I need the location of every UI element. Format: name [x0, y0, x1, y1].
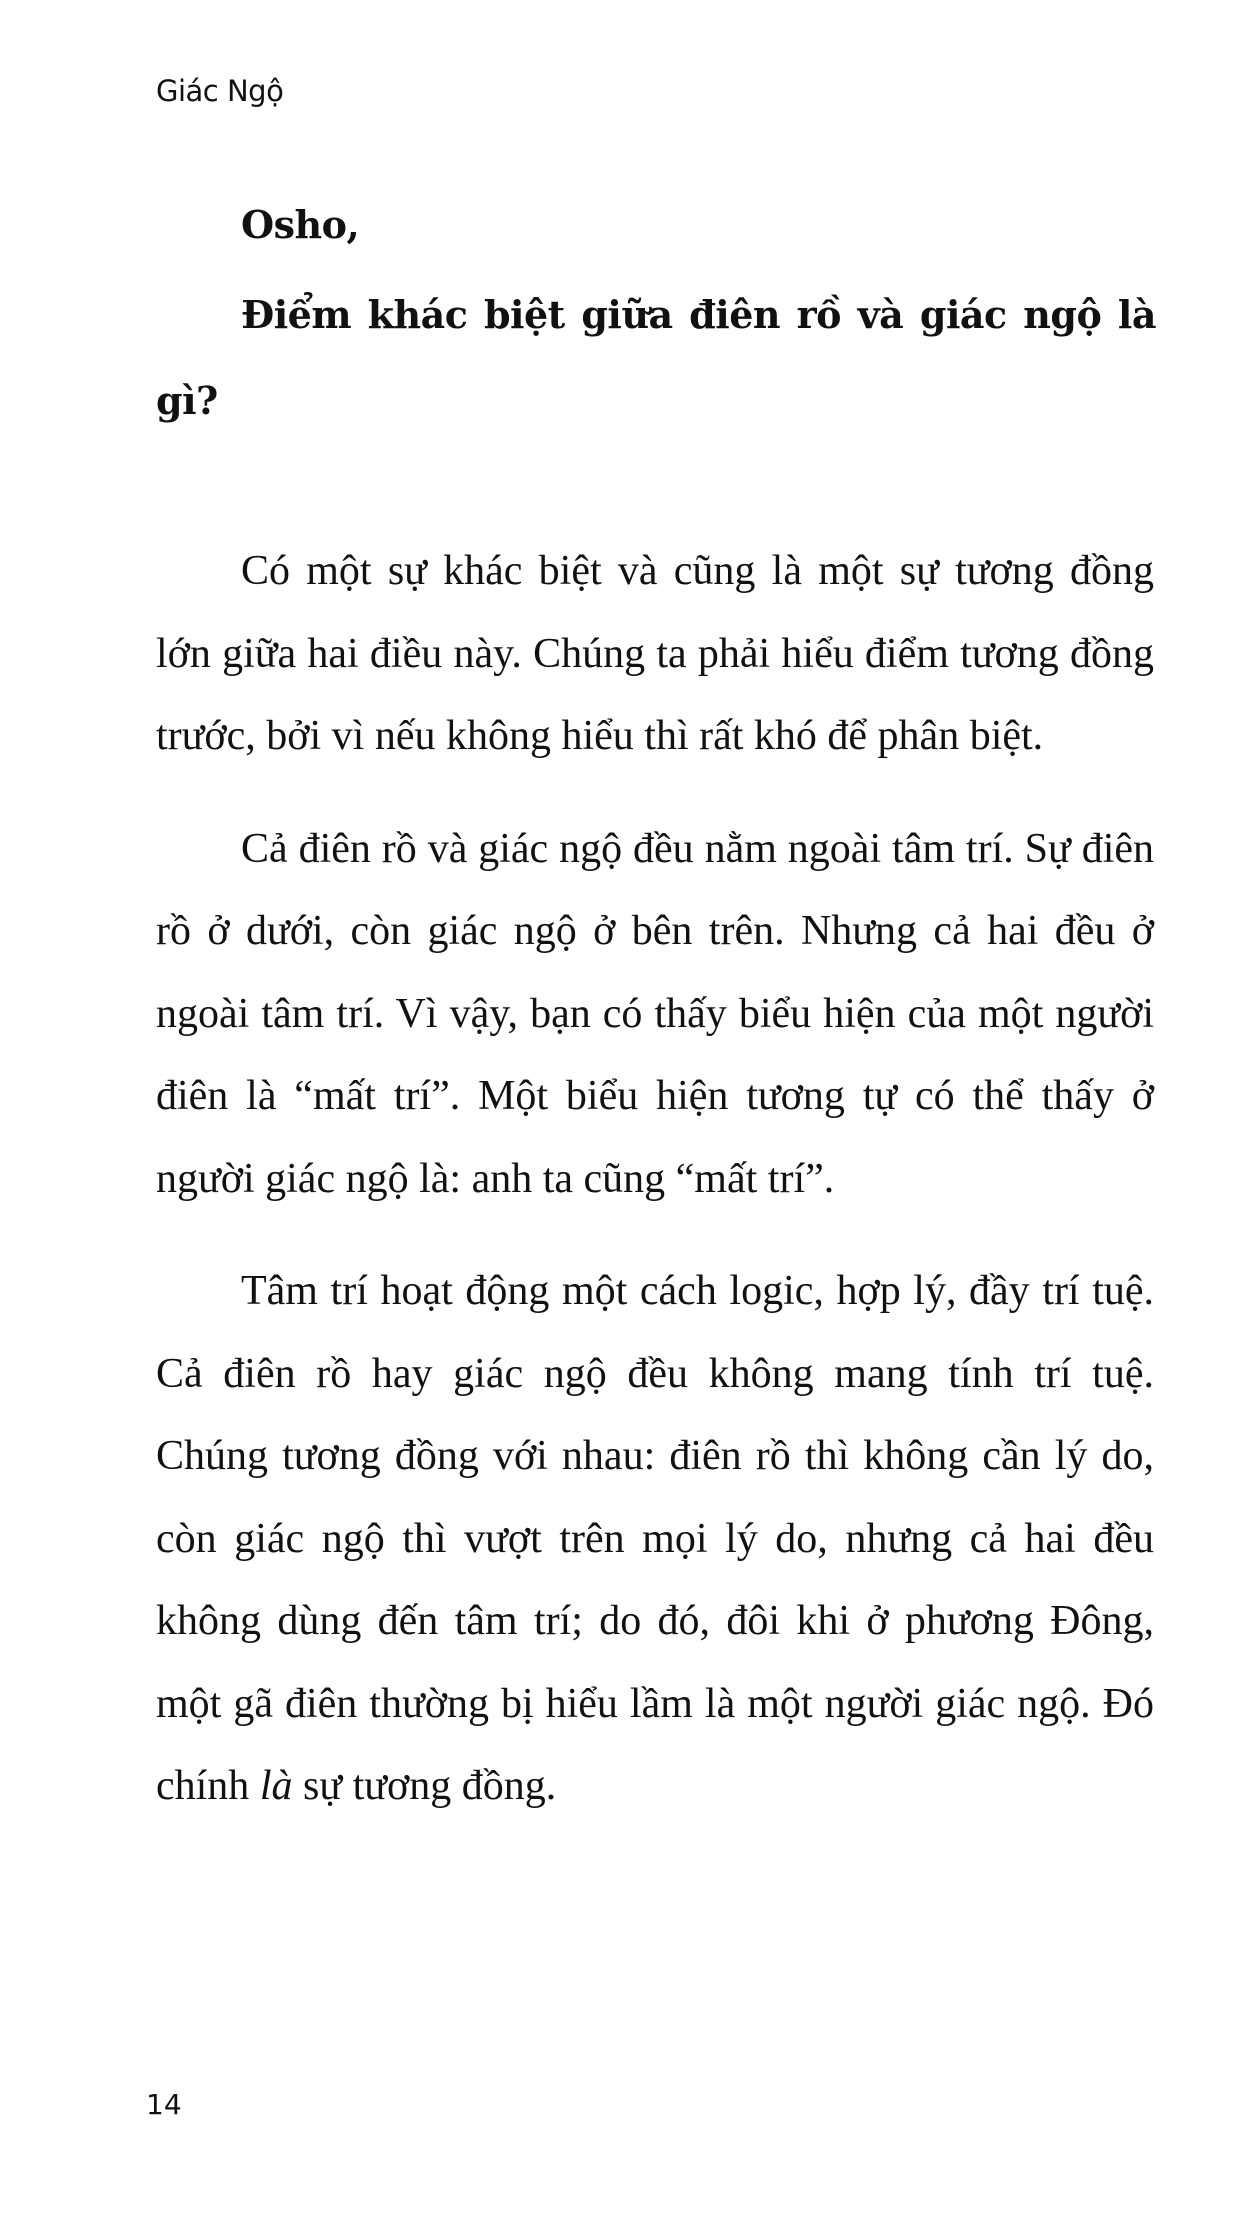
running-header-title: Giác Ngộ [156, 74, 284, 108]
page-number: 14 [146, 2088, 182, 2121]
question-addressee: Osho, [241, 202, 360, 247]
paragraph-text: Tâm trí hoạt động một cách logic, hợp lý, đầy trí tuệ. Cả điên rồ hay giác ngộ đều không mang tính trí tuệ. Chúng tương đồng với nhau: điên rồ thì không cần lý do, còn giác ngộ thì vượt trên mọi lý do, nhưng cả hai đều không dùng đến tâm trí; do đó, đôi khi ở phương Đông, một gã điên thường bị hiểu lầm là một người giác ngộ. Đó chính [156, 1268, 1154, 1809]
paragraph: Có một sự khác biệt và cũng là một sự tương đồng lớn giữa hai điều này. Chúng ta phải hiểu điểm tương đồng trước, bởi vì nếu không hiểu thì rất khó để phân biệt. [156, 548, 1154, 759]
question-block [156, 182, 1156, 444]
paragraph [156, 1250, 1154, 1828]
question-text: Điểm khác biệt giữa điên rồ và giác ngộ là gì? [156, 292, 1156, 423]
paragraph-text: sự tương đồng. [292, 1763, 557, 1809]
paragraph: Cả điên rồ và giác ngộ đều nằm ngoài tâm trí. Sự điên rồ ở dưới, còn giác ngộ ở bên trên. Nhưng cả hai đều ở ngoài tâm trí. Vì vậy, bạn có thấy biểu hiện của một người điên là “mất trí”. Một biểu hiện tương tự có thể thấy ở người giác ngộ là: anh ta cũng “mất trí”. [156, 825, 1154, 1202]
italic-emphasis: là [259, 1763, 293, 1809]
body-text [156, 530, 1154, 1858]
